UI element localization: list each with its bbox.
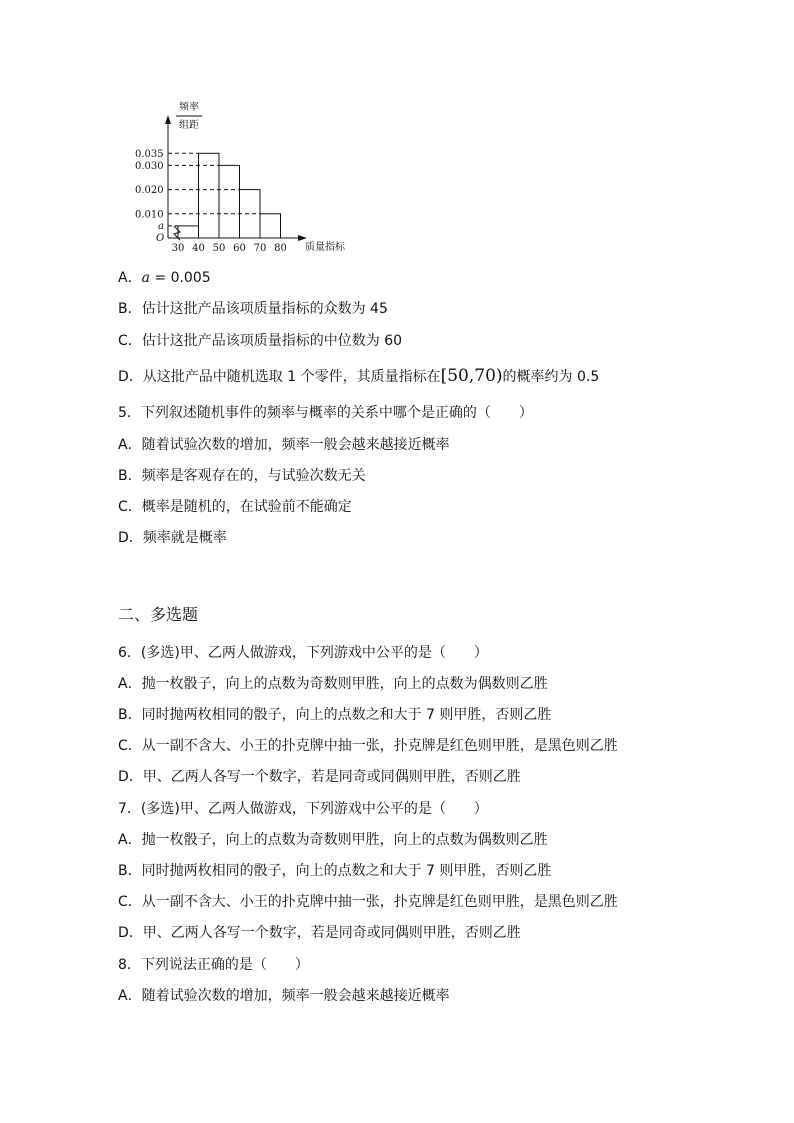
y-tick-label: 0.020 bbox=[135, 185, 164, 197]
q5-option-d: D．频率就是概率 bbox=[118, 530, 227, 546]
q7-option-c: C．从一副不含大、小王的扑克牌中抽一张，扑克牌是红色则甲胜，是黑色则乙胜 bbox=[118, 894, 618, 910]
x-tick-label: 30 bbox=[171, 243, 185, 254]
ylabel-numerator: 频率 bbox=[179, 102, 199, 113]
q7-option-d: D．甲、乙两人各写一个数字，若是同奇或同偶则甲胜，否则乙胜 bbox=[118, 925, 521, 941]
x-tick-label: 50 bbox=[212, 243, 226, 254]
q5-option-b: B．频率是客观存在的，与试验次数无关 bbox=[118, 468, 366, 484]
x-tick-label: 80 bbox=[274, 243, 287, 254]
xlabel: 质量指标 bbox=[305, 242, 345, 253]
q6-option-c: C．从一副不含大、小王的扑克牌中抽一张，扑克牌是红色则甲胜，是黑色则乙胜 bbox=[118, 738, 618, 754]
q6-option-d: D．甲、乙两人各写一个数字，若是同奇或同偶则甲胜，否则乙胜 bbox=[118, 769, 521, 785]
q4-option-d: D．从这批产品中随机选取 1 个零件，其质量指标在[50,70)的概率约为 0.5 bbox=[118, 366, 600, 386]
q4-option-c: C．估计这批产品该项质量指标的中位数为 60 bbox=[118, 333, 403, 349]
q5-option-a: A．随着试验次数的增加，频率一般会越来越接近概率 bbox=[118, 437, 450, 453]
interval-50-70: [50,70) bbox=[440, 366, 503, 386]
histogram-bar bbox=[178, 226, 199, 238]
q7-option-b: B．同时抛两枚相同的骰子，向上的点数之和大于 7 则甲胜，否则乙胜 bbox=[118, 863, 552, 879]
histogram-bar bbox=[240, 190, 261, 238]
y-tick-label: 0.035 bbox=[135, 148, 164, 160]
ylabel-denominator: 组距 bbox=[179, 120, 199, 131]
q6-option-a: A．抛一枚骰子，向上的点数为奇数则甲胜，向上的点数为偶数则乙胜 bbox=[118, 676, 548, 692]
q6-stem: 6．(多选)甲、乙两人做游戏，下列游戏中公平的是（ ） bbox=[118, 645, 488, 661]
histogram-bar bbox=[199, 153, 220, 238]
y-tick-label: 0.030 bbox=[135, 160, 164, 172]
q5-stem: 5．下列叙述随机事件的频率与概率的关系中哪个是正确的（ ） bbox=[118, 405, 533, 421]
q8-option-a: A．随着试验次数的增加，频率一般会越来越接近概率 bbox=[118, 988, 450, 1004]
section-heading-multiple-choice: 二、多选题 bbox=[118, 605, 199, 624]
q4-option-a: A．a = 0.005 bbox=[118, 270, 211, 286]
q4-option-b: B．估计这批产品该项质量指标的众数为 45 bbox=[118, 301, 388, 317]
q6-option-b: B．同时抛两枚相同的骰子，向上的点数之和大于 7 则甲胜，否则乙胜 bbox=[118, 707, 552, 723]
q7-option-a: A．抛一枚骰子，向上的点数为奇数则甲胜，向上的点数为偶数则乙胜 bbox=[118, 832, 548, 848]
q8-stem: 8．下列说法正确的是（ ） bbox=[118, 957, 309, 973]
histogram-bar bbox=[219, 165, 240, 238]
x-tick-label: 70 bbox=[253, 243, 267, 254]
q5-option-c: C．概率是随机的，在试验前不能确定 bbox=[118, 499, 352, 515]
x-axis-arrow bbox=[298, 235, 307, 241]
y-tick-label: 0.010 bbox=[135, 209, 164, 221]
a-tick-label: a bbox=[158, 221, 164, 232]
x-tick-label: 60 bbox=[233, 243, 246, 254]
variable-a: a bbox=[141, 270, 150, 286]
q7-stem: 7．(多选)甲、乙两人做游戏，下列游戏中公平的是（ ） bbox=[118, 801, 488, 817]
frequency-histogram bbox=[130, 95, 380, 255]
y-axis-arrow bbox=[165, 115, 171, 124]
origin-label: O bbox=[156, 233, 165, 244]
x-tick-label: 40 bbox=[192, 243, 205, 254]
histogram-bar bbox=[260, 214, 281, 238]
